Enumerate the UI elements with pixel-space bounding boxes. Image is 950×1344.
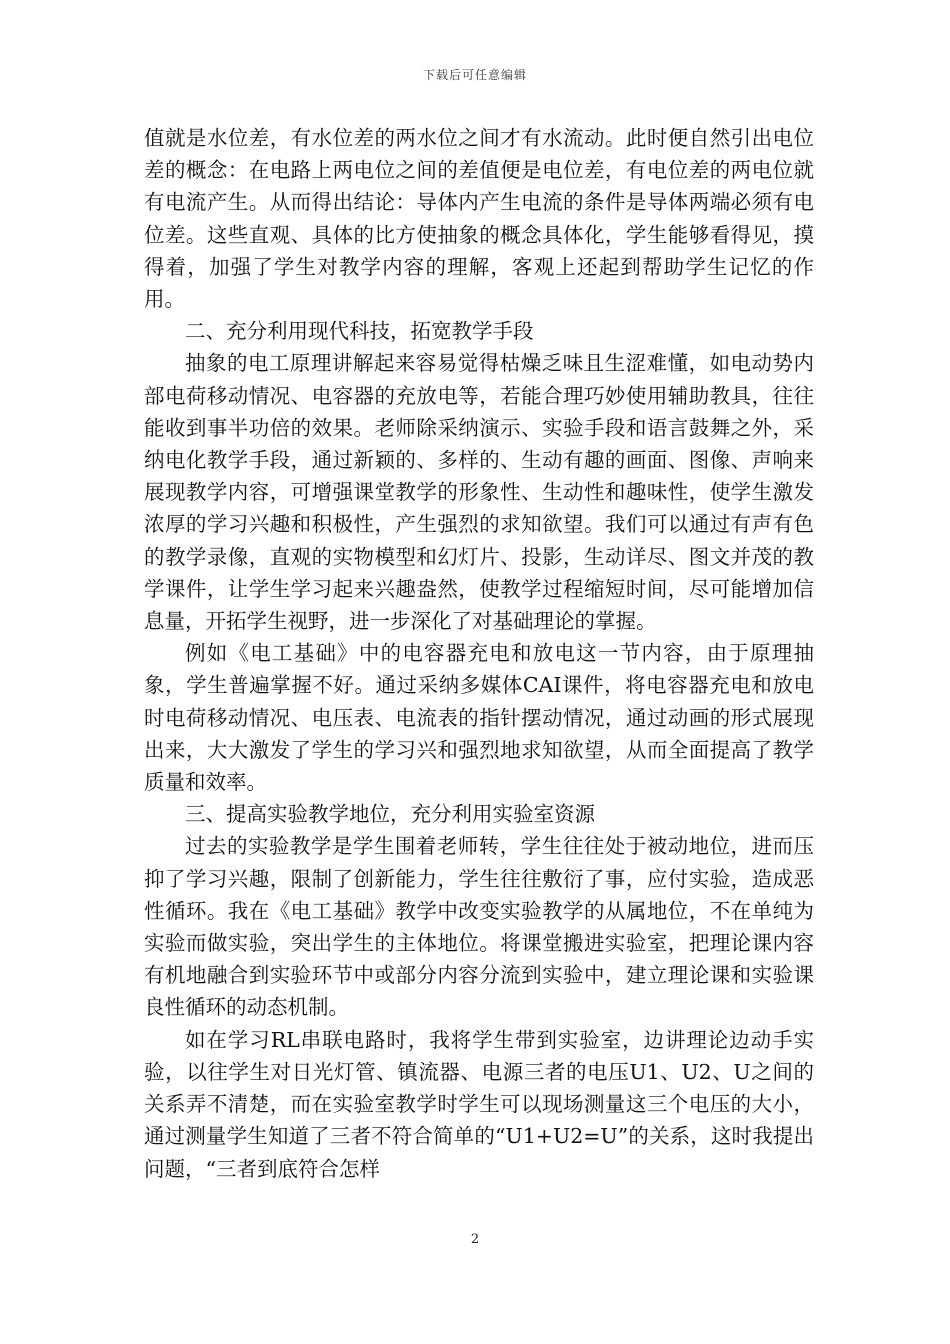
section-heading-2: 二、充分利用现代科技，拓宽教学手段 [185,319,534,344]
paragraph: 抽象的电工原理讲解起来容易觉得枯燥乏味且生涩难懂，如电动势内部电荷移动情况、电容器的充放电等，若能合理巧妙使用辅助教具，往往能收到事半功倍的效果。老师除采纳演示、实验手段和语言鼓舞之外，采纳电化教学手段，通过新颖的、多样的、生动有趣的画面、图像、声响来展现教学内容，可增强课堂教学的形象性、生动性和趣味性，使学生激发浓厚的学习兴趣和积极性，产生强烈的求知欲望。我们可以通过有声有色的教学录像，直观的实物模型和幻灯片、投影，生动详尽、图文并茂的教学课件，让学生学习起来兴趣盎然，使教学过程缩短时间，尽可能增加信息量，开拓学生视野，进一步深化了对基础理论的掌握。 [144,351,814,634]
page-number: 2 [470,1232,480,1247]
paragraph: 过去的实验教学是学生围着老师转，学生往往处于被动地位，进而压抑了学习兴趣，限制了创新能力，学生往往敷衍了事，应付实验，造成恶性循环。我在《电工基础》教学中改变实验教学的从属地位，不在单纯为实验而做实验，突出学生的主体地位。将课堂搬进实验室，把理论课内容有机地融合到实验环节中或部分内容分流到实验中，建立理论课和实验课良性循环的动态机制。 [144,834,814,1020]
page-header: 下载后可任意编辑 [422,68,527,82]
section-heading-3: 三、提高实验教学地位，充分利用实验室资源 [185,802,595,827]
paragraph: 如在学习RL串联电路时，我将学生带到实验室，边讲理论边动手实验，以往学生对日光灯管、镇流器、电源三者的电压U1、U2、U之间的关系弄不清楚，而在实验室教学时学生可以现场测量这三个电压的大小，通过测量学生知道了三者不符合简单的“U1+U2=U”的关系，这时我提出问题，“三者到底符合怎样 [144,1027,814,1181]
document-body [144,122,814,1185]
paragraph-continuation: 值就是水位差，有水位差的两水位之间才有水流动。此时便自然引出电位差的概念：在电路上两电位之间的差值便是电位差，有电位差的两电位就有电流产生。从而得出结论：导体内产生电流的条件是导体两端必须有电位差。这些直观、具体的比方使抽象的概念具体化，学生能够看得见，摸得着，加强了学生对教学内容的理解，客观上还起到帮助学生记忆的作用。 [144,126,814,312]
paragraph: 例如《电工基础》中的电容器充电和放电这一节内容，由于原理抽象，学生普遍掌握不好。通过采纳多媒体CAI课件，将电容器充电和放电时电荷移动情况、电压表、电流表的指针摆动情况，通过动画的形式展现出来，大大激发了学生的学习兴和强烈地求知欲望，从而全面提高了教学质量和效率。 [144,641,814,795]
